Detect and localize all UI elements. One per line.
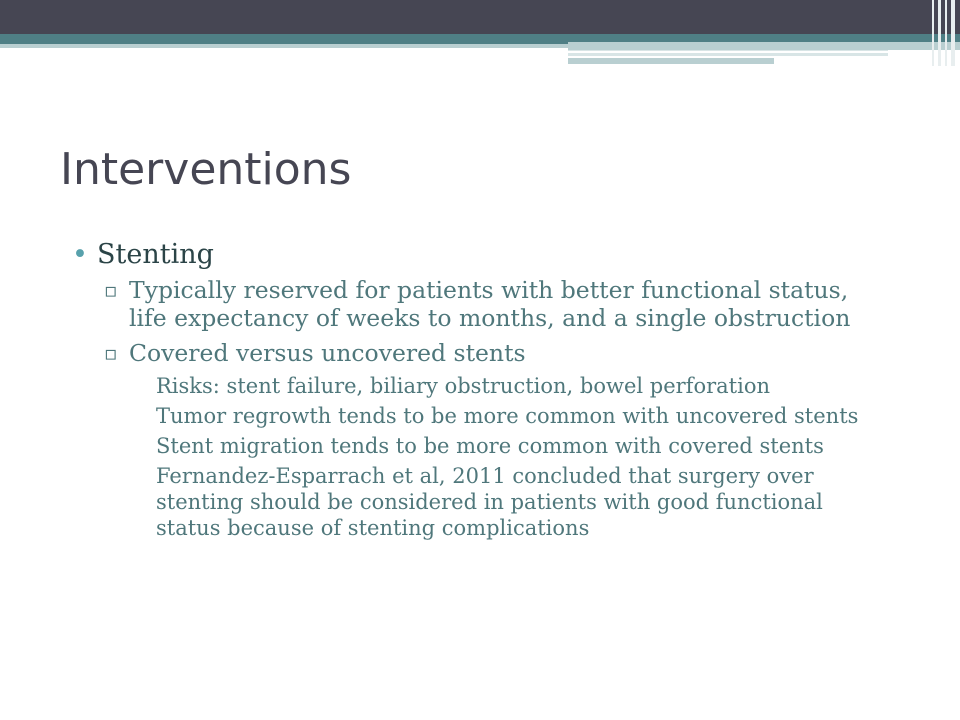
header-light-strip [568,42,960,50]
bullet-text: Typically reserved for patients with better functional status, life expectancy of weeks to months, and a single obstruction [129,276,851,332]
header-white-line [568,51,888,53]
bullet-square-icon: ▫ [104,341,118,365]
bullet-text: Risks: stent failure, biliary obstruction, bowel perforation [156,374,770,398]
bullet-text: Tumor regrowth tends to be more common with uncovered stents [156,404,859,428]
slide-body [72,238,882,541]
header-corner-lines [928,0,960,66]
bullet-level3 [72,433,882,459]
header-light-strip [568,58,774,64]
bullet-text: Fernandez-Esparrach et al, 2011 concluded that surgery over stenting should be considered in patients with good functional status because of stenting complications [156,464,823,540]
slide-title: Interventions [60,144,352,195]
bullet-level3 [72,373,882,399]
bullet-level2 [72,276,882,332]
header-light-strip [0,44,568,48]
bullet-level1 [72,238,882,272]
header-dark-band [0,0,960,34]
bullet-dot-icon: • [72,239,88,270]
bullet-text: Stenting [97,239,214,270]
bullet-text: Stent migration tends to be more common with covered stents [156,434,824,458]
bullet-level2 [72,339,882,367]
bullet-level3 [72,403,882,429]
bullet-text: Covered versus uncovered stents [129,339,526,367]
bullet-square-icon: ▫ [104,278,118,302]
bullet-level3 [72,463,882,541]
